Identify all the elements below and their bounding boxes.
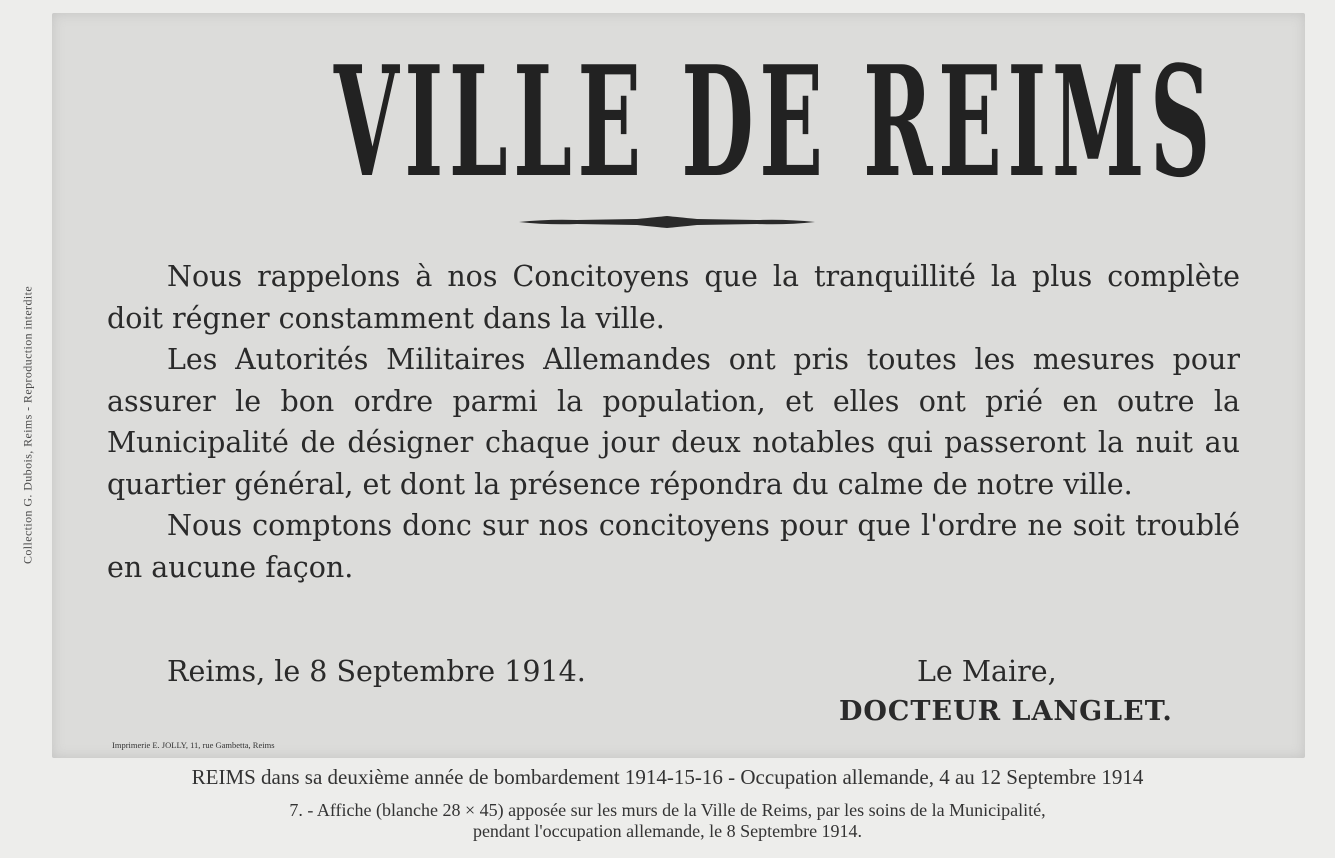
poster-date: Reims, le 8 Septembre 1914. [167, 655, 586, 688]
caption-block [0, 800, 1335, 842]
poster [52, 13, 1305, 758]
signature-title: Le Maire, [917, 655, 1057, 688]
caption-line-2: 7. - Affiche (blanche 28 × 45) apposée sur les murs de la Ville de Reims, par les soins de la Municipalité, [289, 800, 1046, 820]
paragraph-3: Nous comptons donc sur nos concitoyens pour que l'ordre ne soit troublé en aucune façon. [107, 509, 1240, 584]
caption-line-3: pendant l'occupation allemande, le 8 Septembre 1914. [472, 821, 863, 841]
ornament-divider-icon [517, 214, 817, 230]
side-credit [17, 205, 39, 645]
poster-title: VILLE DE REIMS [333, 32, 1216, 211]
signature-name: DOCTEUR LANGLET. [839, 696, 1173, 727]
poster-body [107, 256, 1240, 588]
side-credit-text: Collection G. Dubois, Reims - Reproduction interdite [20, 285, 35, 565]
printer-credit: Imprimerie E. JOLLY, 11, rue Gambetta, Reims [112, 740, 275, 750]
paragraph-1: Nous rappelons à nos Concitoyens que la tranquillité la plus complète doit régner constamment dans la ville. [107, 260, 1240, 335]
caption-line-1: REIMS dans sa deuxième année de bombardement 1914-15-16 - Occupation allemande, 4 au 12 Septembre 1914 [191, 765, 1144, 789]
paragraph-2: Les Autorités Militaires Allemandes ont pris toutes les mesures pour assurer le bon ordre parmi la population, et elles ont prié en outre la Municipalité de désigner chaque jour deux notables qui passeront la nuit au quartier général, et dont la présence répondra du calme de notre ville. [107, 343, 1240, 501]
